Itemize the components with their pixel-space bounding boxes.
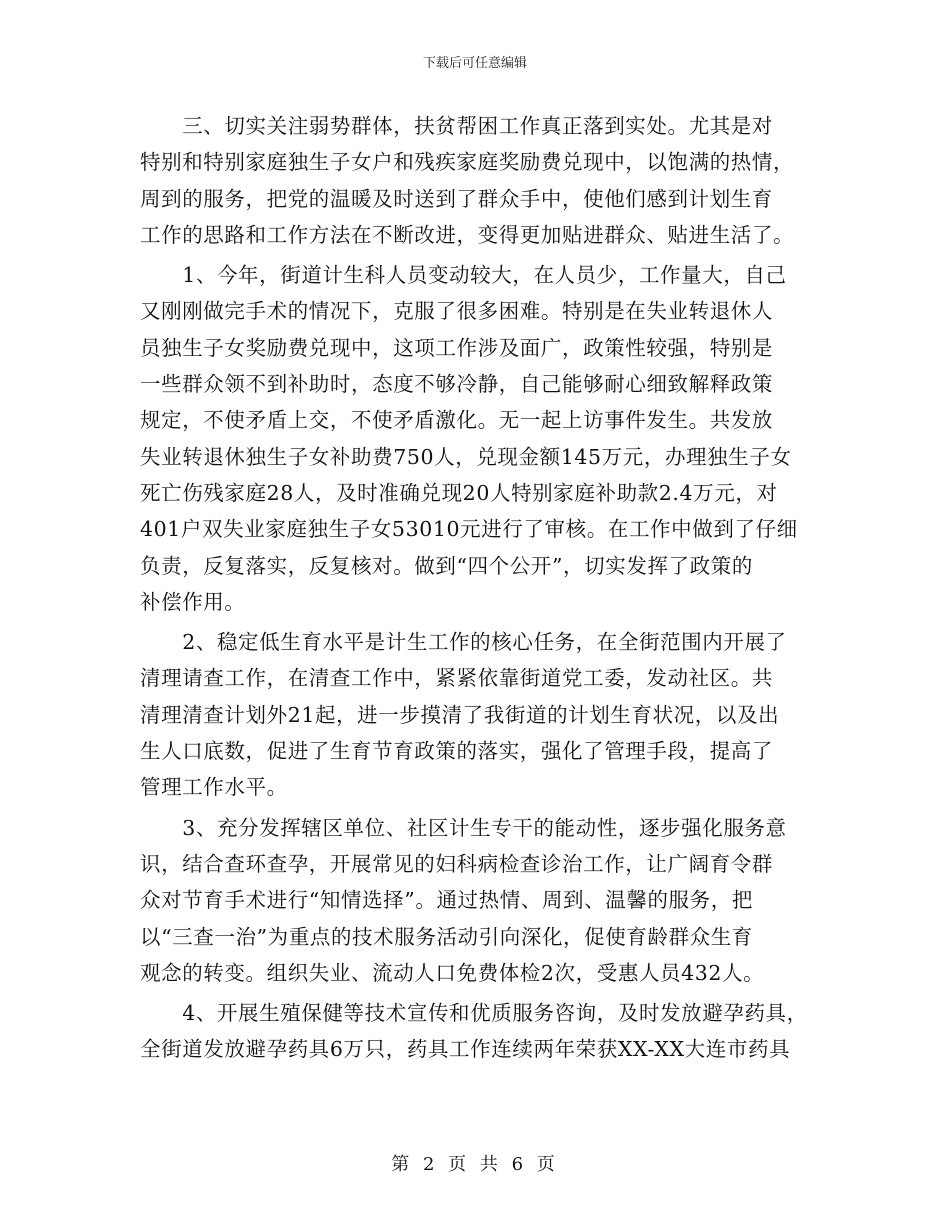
text-line: 员独生子女奖励费兑现中，这项工作涉及面广，政策性较强，特别是 [140, 335, 773, 360]
paragraph [140, 810, 820, 991]
text-line: 三、切实关注弱势群体，扶贫帮困工作真正落到实处。尤其是对 [140, 114, 773, 138]
text-line: 特别和特别家庭独生子女户和残疾家庭奖励费兑现中，以饱满的热情， [140, 150, 795, 175]
text-line: 清理请查工作，在清查工作中，紧紧依靠街道党工委，发动社区。共 [140, 666, 773, 691]
text-line: 补偿作用。 [140, 589, 246, 614]
text-line: 清理清查计划外21起，进一步摸清了我街道的计划生育状况，以及出 [140, 702, 780, 727]
text-line: 识，结合查环查孕，开展常见的妇科病检查诊治工作，让广阔育令群 [140, 851, 773, 876]
text-line: 401户双失业家庭独生子女53010元进行了审核。在工作中做到了仔细 [140, 517, 798, 542]
text-line: 失业转退休独生子女补助费750人，兑现金额145万元，办理独生子女 [140, 444, 792, 469]
text-line: 3、充分发挥辖区单位、社区计生专干的能动性，逐步强化服务意 [140, 815, 787, 840]
text-line: 一些群众领不到补助时，态度不够冷静，自己能够耐心细致解释政策 [140, 372, 773, 397]
text-line: 规定，不使矛盾上交，不使矛盾激化。无一起上访事件发生。共发放 [140, 408, 773, 433]
text-line: 死亡伤残家庭28人，及时准确兑现20人特别家庭补助款2.4万元，对 [140, 480, 778, 505]
text-line: 负责，反复落实，反复核对。做到“四个公开”，切实发挥了政策的 [140, 553, 753, 578]
text-line: 工作的思路和工作方法在不断改进，变得更加贴进群众、贴进生活了。 [140, 222, 795, 247]
text-line: 1、今年，街道计生科人员变动较大，在人员少，工作量大，自己 [140, 263, 787, 288]
text-line: 观念的转变。组织失业、流动人口免费体检2次，受惠人员432人。 [140, 960, 765, 985]
paragraph [140, 624, 820, 805]
document-body [140, 108, 820, 1068]
text-line: 以“三查一治”为重点的技术服务活动引向深化，促使育龄群众生育 [140, 924, 753, 949]
text-line: 众对节育手术进行“知情选择”。通过热情、周到、温馨的服务，把 [140, 888, 753, 913]
text-line: 全街道发放避孕药具6万只，药具工作连续两年荣获XX-XX大连市药具 [140, 1037, 791, 1062]
text-line: 4、开展生殖保健等技术宣传和优质服务咨询，及时发放避孕药具， [140, 1001, 808, 1026]
page-footer: 第 2 页 共 6 页 [391, 1154, 559, 1175]
paragraph [140, 257, 820, 620]
text-line: 生人口底数，促进了生育节育政策的落实，强化了管理手段，提高了 [140, 739, 773, 764]
page-header: 下载后可任意编辑 [422, 56, 527, 71]
text-line: 又刚刚做完手术的情况下，克服了很多困难。特别是在失业转退休人 [140, 299, 773, 324]
text-line: 管理工作水平。 [140, 775, 288, 800]
text-line: 周到的服务，把党的温暖及时送到了群众手中，使他们感到计划生育 [140, 186, 773, 211]
text-line: 2、稳定低生育水平是计生工作的核心任务，在全街范围内开展了 [140, 630, 787, 655]
paragraph [140, 108, 820, 253]
paragraph [140, 995, 820, 1068]
